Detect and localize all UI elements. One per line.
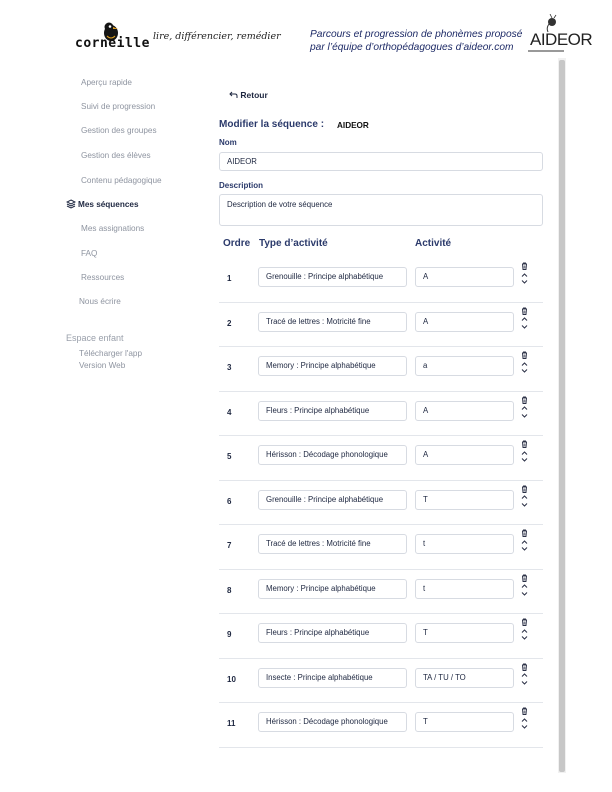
- aideor-logo-text: [530, 30, 592, 50]
- activity-input[interactable]: t: [415, 534, 514, 554]
- table-row: [219, 524, 543, 570]
- sidebar-item-label: Mes assignations: [81, 224, 145, 233]
- chevron-up-icon[interactable]: [521, 628, 528, 634]
- row-actions: [521, 351, 531, 376]
- trash-icon[interactable]: [521, 529, 528, 537]
- scrollbar-thumb[interactable]: [559, 60, 565, 772]
- activity-input[interactable]: A: [415, 267, 514, 287]
- chevron-down-icon[interactable]: [521, 324, 528, 330]
- name-input[interactable]: AIDEOR: [219, 152, 543, 171]
- trash-icon[interactable]: [521, 618, 528, 626]
- page-title: Modifier la séquence :: [219, 119, 325, 130]
- row-actions: [521, 574, 531, 599]
- activity-type-select[interactable]: Hérisson : Décodage phonologique: [258, 445, 407, 465]
- activity-type-select[interactable]: Tracé de lettres : Motricité fine: [258, 534, 407, 554]
- row-actions: [521, 307, 531, 332]
- table-row: [219, 302, 543, 348]
- activity-type-select[interactable]: Memory : Principe alphabétique: [258, 579, 407, 599]
- row-actions: [521, 396, 531, 421]
- activity-input[interactable]: T: [415, 623, 514, 643]
- trash-icon[interactable]: [521, 351, 528, 359]
- chevron-down-icon[interactable]: [521, 591, 528, 597]
- chevron-down-icon[interactable]: [521, 413, 528, 419]
- row-actions: [521, 485, 531, 510]
- chevron-down-icon[interactable]: [521, 724, 528, 730]
- header-tagline: lire, différencier, remédier: [153, 31, 281, 42]
- row-order: 9: [227, 630, 232, 639]
- sidebar-item-label: Aperçu rapide: [81, 78, 132, 87]
- trash-icon[interactable]: [521, 707, 528, 715]
- row-actions: [521, 707, 531, 732]
- sidebar-item-label: Gestion des groupes: [81, 126, 157, 135]
- sidebar-item-sequences[interactable]: [66, 199, 139, 211]
- table-row: [219, 613, 543, 659]
- activity-type-select[interactable]: Tracé de lettres : Motricité fine: [258, 312, 407, 332]
- row-order: 5: [227, 452, 232, 461]
- activity-type-select[interactable]: Fleurs : Principe alphabétique: [258, 623, 407, 643]
- activity-input[interactable]: t: [415, 579, 514, 599]
- row-order: 11: [227, 719, 236, 728]
- app-header: [0, 0, 612, 62]
- chevron-down-icon[interactable]: [521, 502, 528, 508]
- chevron-up-icon[interactable]: [521, 405, 528, 411]
- aideor-logo-word: AIDEOR: [530, 30, 593, 49]
- table-row: [219, 658, 543, 704]
- trash-icon[interactable]: [521, 307, 528, 315]
- back-label: Retour: [240, 90, 268, 100]
- row-order: 1: [227, 274, 232, 283]
- activity-input[interactable]: A: [415, 445, 514, 465]
- sidebar-item-label: Ressources: [81, 273, 125, 282]
- sidebar-item-label: Suivi de progression: [81, 102, 156, 111]
- activity-input[interactable]: a: [415, 356, 514, 376]
- sidebar-item-groupes[interactable]: [81, 126, 157, 135]
- row-order: 8: [227, 585, 232, 595]
- chevron-down-icon[interactable]: [521, 635, 528, 641]
- sidebar-item-faq[interactable]: [81, 249, 97, 258]
- description-label: Description: [219, 181, 264, 190]
- activity-input[interactable]: T: [415, 490, 514, 510]
- chevron-down-icon[interactable]: [521, 457, 528, 463]
- column-header-type: Type d’activité: [259, 238, 328, 249]
- download-app-link[interactable]: Télécharger l'app: [79, 349, 143, 358]
- sidebar-item-contenu[interactable]: [81, 176, 162, 185]
- row-order: 10: [227, 674, 236, 684]
- activity-input[interactable]: T: [415, 712, 514, 732]
- activity-type-select[interactable]: Grenouille : Principe alphabétique: [258, 267, 407, 287]
- trash-icon[interactable]: [521, 396, 528, 404]
- column-header-activite: Activité: [415, 238, 452, 249]
- trash-icon[interactable]: [521, 663, 528, 671]
- promo-line-1: Parcours et progression de phonèmes proposé: [310, 29, 523, 40]
- activity-type-select[interactable]: Hérisson : Décodage phonologique: [258, 712, 407, 732]
- activity-input[interactable]: A: [415, 312, 514, 332]
- table-row: [219, 702, 543, 748]
- sidebar-item-label: Mes séquences: [78, 200, 139, 210]
- sidebar-item-assignations[interactable]: [81, 224, 144, 233]
- row-order: 3: [227, 363, 232, 372]
- sidebar-item-label: Gestion des élèves: [81, 151, 151, 160]
- chevron-up-icon[interactable]: [521, 672, 528, 678]
- sidebar-item-ressources[interactable]: [81, 273, 124, 282]
- trash-icon[interactable]: [521, 485, 528, 493]
- header-promo: [310, 28, 522, 54]
- row-actions: [521, 663, 531, 688]
- chevron-down-icon[interactable]: [521, 680, 528, 686]
- chevron-up-icon[interactable]: [521, 583, 528, 589]
- row-order: 7: [227, 541, 232, 550]
- chevron-up-icon[interactable]: [521, 450, 528, 456]
- row-order: 4: [227, 407, 232, 417]
- corneille-logo-text[interactable]: corneille: [75, 36, 150, 51]
- row-order: 2: [227, 318, 232, 328]
- table-row: [219, 257, 543, 303]
- chevron-down-icon[interactable]: [521, 368, 528, 374]
- row-order: 6: [227, 496, 232, 506]
- sidebar-item-suivi[interactable]: [81, 102, 155, 111]
- chevron-up-icon[interactable]: [521, 494, 528, 500]
- description-textarea[interactable]: Description de votre séquence: [219, 194, 543, 226]
- chevron-up-icon[interactable]: [521, 361, 528, 367]
- activity-input[interactable]: TA / TU / TO: [415, 668, 514, 688]
- chevron-down-icon[interactable]: [521, 279, 528, 285]
- row-actions: [521, 618, 531, 643]
- activity-input[interactable]: A: [415, 401, 514, 421]
- sidebar-item-label: FAQ: [81, 249, 98, 258]
- column-header-ordre: Ordre: [223, 238, 251, 249]
- row-actions: [521, 440, 531, 465]
- activity-type-select[interactable]: Memory : Principe alphabétique: [258, 356, 407, 376]
- sequence-name-title: AIDEOR: [337, 121, 369, 130]
- activity-type-select[interactable]: Grenouille : Principe alphabétique: [258, 490, 407, 510]
- activity-type-select[interactable]: Fleurs : Principe alphabétique: [258, 401, 407, 421]
- sidebar-item-label: Contenu pédagogique: [81, 176, 162, 185]
- sidebar-item-apercu[interactable]: [81, 78, 132, 87]
- espace-enfant-title: Espace enfant: [66, 333, 124, 343]
- sidebar-item-label: Nous écrire: [79, 297, 121, 306]
- chevron-down-icon[interactable]: [521, 546, 528, 552]
- chevron-up-icon[interactable]: [521, 316, 528, 322]
- trash-icon[interactable]: [521, 574, 528, 582]
- name-label: Nom: [219, 138, 237, 147]
- table-row: [219, 346, 543, 392]
- web-version-link[interactable]: Version Web: [79, 361, 126, 370]
- activity-type-select[interactable]: Insecte : Principe alphabétique: [258, 668, 407, 688]
- chevron-up-icon[interactable]: [521, 539, 528, 545]
- row-actions: [521, 529, 531, 554]
- table-row: [219, 391, 543, 437]
- chevron-up-icon[interactable]: [521, 272, 528, 278]
- sidebar-item-eleves[interactable]: [81, 151, 151, 160]
- table-row: [219, 480, 543, 526]
- trash-icon[interactable]: [521, 440, 528, 448]
- back-button[interactable]: [229, 90, 268, 100]
- layers-icon: [66, 199, 78, 211]
- promo-line-2: par l’équipe d’orthopédagogues d’aideor.com: [310, 42, 514, 53]
- back-arrow-icon: [229, 91, 238, 99]
- table-row: [219, 435, 543, 481]
- sidebar-item-ecrire[interactable]: [79, 297, 121, 306]
- trash-icon[interactable]: [521, 262, 528, 270]
- table-row: [219, 569, 543, 615]
- row-actions: [521, 262, 531, 287]
- chevron-up-icon[interactable]: [521, 717, 528, 723]
